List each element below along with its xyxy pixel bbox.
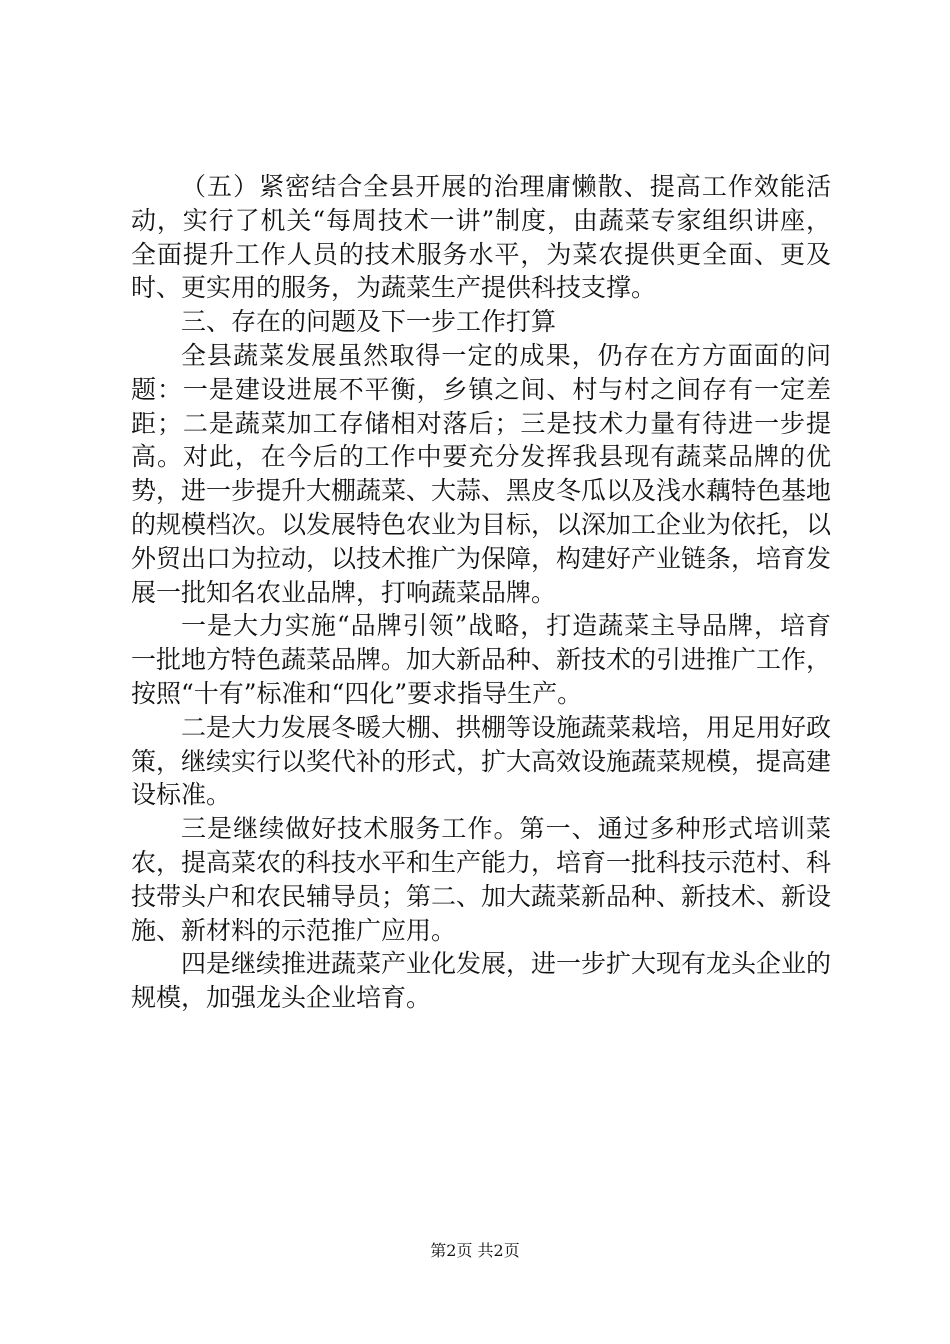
paragraph-plan-one: 一是大力实施“品牌引领”战略，打造蔬菜主导品牌，培育一批地方特色蔬菜品牌。加大新品种、新技术的引进推广工作，按照“十有”标准和“四化”要求指导生产。: [131, 611, 832, 708]
paragraph-measure-five: （五）紧密结合全县开展的治理庸懒散、提高工作效能活动，实行了机关“每周技术一讲”制度，由蔬菜专家组织讲座，全面提升工作人员的技术服务水平，为菜农提供更全面、更及时、更实用的服务，为蔬菜生产提供科技支撑。: [131, 172, 831, 303]
page-number-footer: 第2页 共2页: [430, 1241, 520, 1260]
section-heading-problems: 三、存在的问题及下一步工作打算: [181, 307, 557, 337]
paragraph-plan-two: 二是大力发展冬暖大棚、拱棚等设施蔬菜栽培，用足用好政策，继续实行以奖代补的形式，扩大高效设施蔬菜规模，提高建设标准。: [131, 712, 832, 810]
paragraph-plan-four: 四是继续推进蔬菜产业化发展，进一步扩大现有龙头企业的规模，加强龙头企业培育。: [131, 949, 832, 1013]
paragraph-problems-overview: 全县蔬菜发展虽然取得一定的成果，仍存在方方面面的问题：一是建设进展不平衡，乡镇之间、村与村之间存有一定差距；二是蔬菜加工存储相对落后；三是技术力量有待进一步提高。对此，在今后的工作中要充分发挥我县现有蔬菜品牌的优势，进一步提升大棚蔬菜、大蒜、黑皮冬瓜以及浅水藕特色基地的规模档次。以发展特色农业为目标，以深加工企业为依托，以外贸出口为拉动，以技术推广为保障，构建好产业链条，培育发展一批知名农业品牌，打响蔬菜品牌。: [131, 340, 832, 607]
paragraph-plan-three: 三是继续做好技术服务工作。第一、通过多种形式培训菜农，提高菜农的科技水平和生产能力，培育一批科技示范村、科技带头户和农民辅导员；第二、加大蔬菜新品种、新技术、新设施、新材料的示范推广应用。: [131, 814, 832, 945]
document-body: [131, 170, 831, 1015]
